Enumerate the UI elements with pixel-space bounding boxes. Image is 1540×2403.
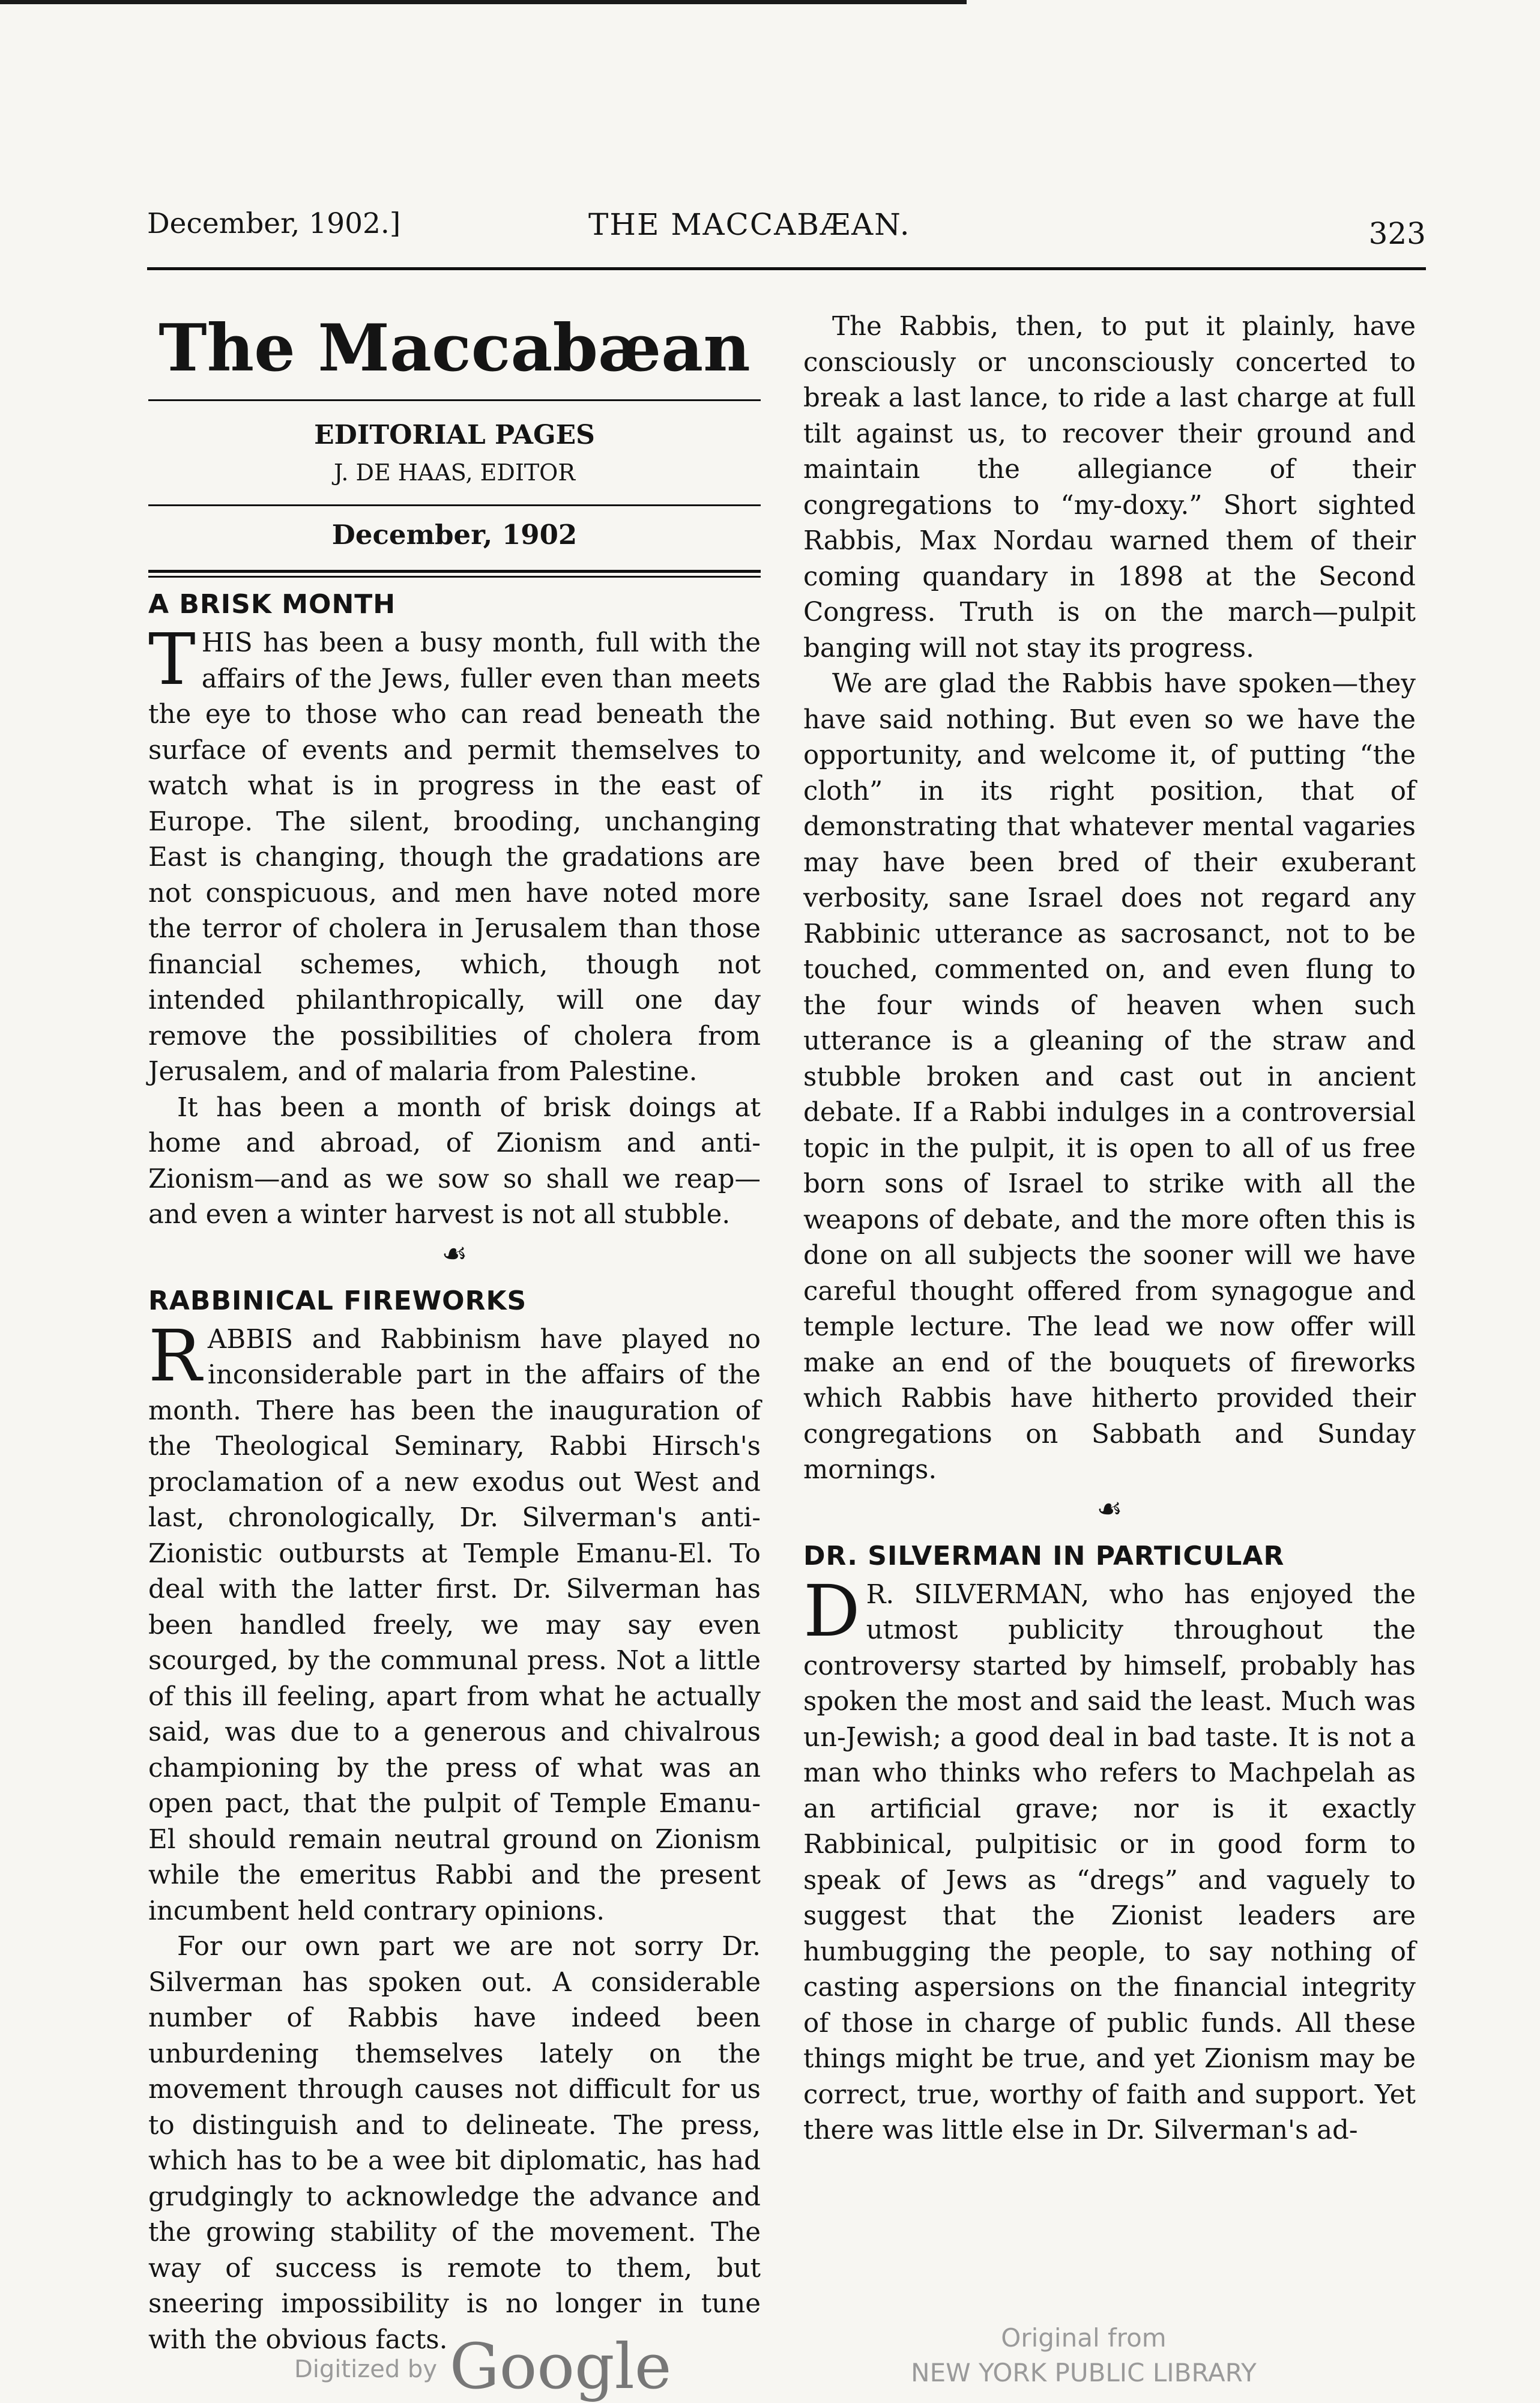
ornament-icon: ☙ [1096,1492,1123,1526]
heading-silverman: DR. SILVERMAN IN PARTICULAR [803,1540,1285,1571]
section-label: EDITORIAL PAGES [314,420,595,450]
heading-brisk-month: A BRISK MONTH [148,589,396,620]
issue-date: December, 1902 [331,519,578,551]
paragraph: It has been a month of brisk doings at home and abroad, of Zionism and anti-Zionism—and as we sow so shall we reap—and even a winter harvest is not all stubble. [148,1092,761,1230]
header-rule [147,267,1426,270]
drop-cap: D [803,1569,860,1652]
double-rule [148,570,761,578]
right-column [803,309,1416,2149]
paragraph-text: ABBIS and Rabbinism have played no inconsiderable part in the affairs of the month. There has been the inauguration of the Theological Seminary, Rabbi Hirsch's proclamation of a new exodus out West and last, chronologically, Dr. Silverman's anti-Zionistic outbursts at Temple Emanu-El. To deal with the latter first. Dr. Silverman has been handled freely, we may say even scourged, by the communal press. Not a little of this ill feeling, apart from what he actually said, was due to a generous and chivalrous championing by the press of what was an open pact, that the pulpit of Temple Emanu-El should remain neutral ground on Zionism while the emeritus Rabbi and the present incumbent held contrary opinions. [148,1324,761,1926]
header-date: December, 1902.] [147,207,401,240]
digitized-by-watermark [294,2330,671,2403]
left-column [148,309,761,2358]
paragraph [148,1314,761,1930]
paragraph: For our own part we are not sorry Dr. Silverman has spoken out. A considerable number of Rabbis have indeed been unburdening themselves lately on the movement through causes not difficult for us to distinguish and to delineate. The press, which has to be a wee bit diplomatic, has had grudgingly to acknowledge the advance and the growing stability of the movement. The way of success is remote to them, but sneering impossibility is no longer in tune with the obvious facts. [148,1932,761,2355]
running-header [147,207,1426,255]
paragraph-text: HIS has been a busy month, full with the affairs of the Jews, fuller even than meets the eye to those who can read beneath the surface of events and permit themselves to watch what is in progress in the east of Europe. The silent, brooding, unchanging East is changing, though the gradations are not conspicuous, and men have noted more the terror of cholera in Jerusalem than those financial schemes, which, though not intended philanthropically, will one day remove the possibilities of cholera from Jerusalem, and of malaria from Palestine. [148,628,761,1087]
digitized-by-text: Digitized by [294,2356,437,2383]
masthead-rule-2 [148,504,761,506]
page-number: 323 [1368,216,1426,251]
drop-cap: R [148,1314,202,1397]
paragraph [803,1569,1416,2149]
editor-credit: J. DE HAAS, EDITOR [334,459,575,486]
library-name: NEW YORK PUBLIC LIBRARY [911,2358,1257,2387]
header-journal-title: THE MACCABÆAN. [588,207,911,242]
paragraph [148,618,761,1090]
top-edge-rule [0,0,967,4]
ornament-icon: ☙ [441,1236,468,1271]
heading-rabbinical-fireworks: RABBINICAL FIREWORKS [148,1285,527,1316]
original-from-text: Original from [1001,2323,1167,2353]
paragraph: We are glad the Rabbis have spoken—they have said nothing. But even so we have the opportunity, and welcome it, of putting “the cloth” in its right position, that of demonstrating that whatever mental vagaries may have been bred of their exuberant verbosity, sane Israel does not regard any Rabbinic utterance as sacrosanct, not to be touched, commented on, and even flung to the four winds of heaven when such utterance is a gleaning of the straw and stubble broken and cast out in ancient debate. If a Rabbi indulges in a controversial topic in the pulpit, it is open to all of us free born sons of Israel to strike with all the weapons of debate, and the more often this is done on all subjects the sooner will we have careful thought offered from synagogue and temple lecture. The lead we now offer will make an end of the bouquets of fireworks which Rabbis have hitherto provided their congregations on Sabbath and Sunday mornings. [803,669,1416,1485]
google-logo: Google [449,2330,672,2403]
masthead-title: The Maccabæan [159,310,750,386]
masthead-rule [148,399,761,401]
drop-cap: T [148,618,196,701]
paragraph-text: R. SILVERMAN, who has enjoyed the utmost publicity throughout the controversy started by himself, probably has spoken the most and said the least. Much was un-Jewish; a good deal in bad taste. It is not a man who thinks who refers to Machpelah as an artificial grave; nor is it exactly Rabbinical, pulpitisic or in good form to speak of Jews as “dregs” and vaguely to suggest that the Zionist leaders are humbugging the people, to say nothing of casting aspersions on the financial integrity of those in charge of public funds. All these things might be true, and yet Zionism may be correct, true, worthy of faith and support. Yet there was little else in Dr. Silverman's ad- [803,1579,1416,2145]
original-from-watermark [898,2321,1270,2390]
paragraph: The Rabbis, then, to put it plainly, have consciously or unconsciously concerted to break a last lance, to ride a last charge at full tilt against us, to recover their ground and maintain the allegiance of their congregations to “my-doxy.” Short sighted Rabbis, Max Nordau warned them of their coming quandary in 1898 at the Second Congress. Truth is on the march—pulpit banging will not stay its progress. [803,312,1416,663]
